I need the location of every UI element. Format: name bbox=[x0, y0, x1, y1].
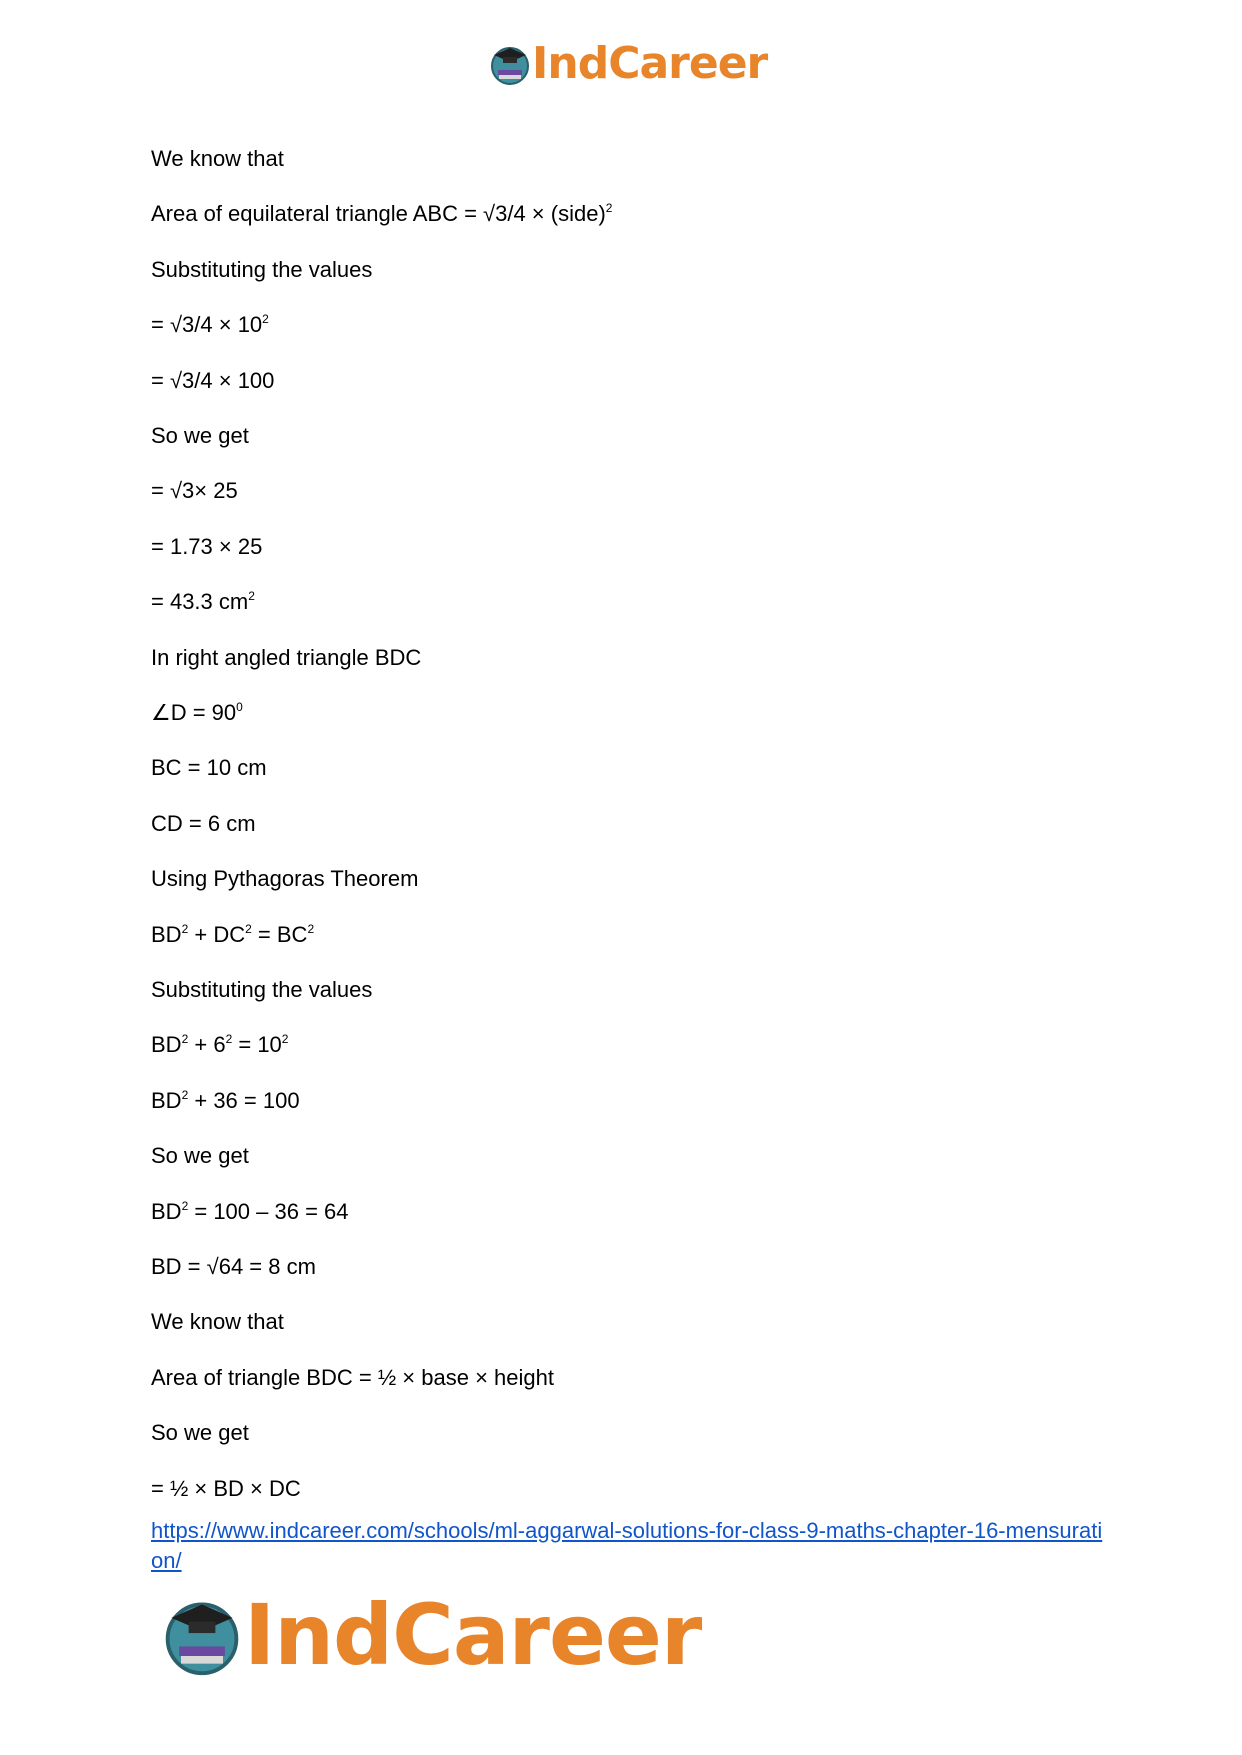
solution-line: In right angled triangle BDC bbox=[151, 644, 422, 670]
solution-line: = √3/4 × 100 bbox=[151, 367, 275, 393]
solution-line: Area of triangle BDC = ½ × base × height bbox=[151, 1364, 554, 1390]
solution-line: $BD^2 + DC^2 = BC^2$ bbox=[151, 921, 315, 947]
footer-logo bbox=[160, 1586, 701, 1684]
graduation-cap-books-globe-icon bbox=[160, 1593, 244, 1677]
brand-name: IndCareer bbox=[244, 1586, 702, 1684]
solution-line: = $√3/4 \times 10^2$ bbox=[151, 312, 269, 338]
solution-line: Substituting the values bbox=[151, 977, 373, 1002]
solution-line: Using Pythagoras Theorem bbox=[151, 866, 419, 892]
solution-line: So we get bbox=[151, 1420, 249, 1446]
header-logo bbox=[488, 38, 767, 89]
solution-line: = ½ × BD × DC bbox=[151, 1475, 301, 1501]
graduation-cap-books-globe-icon bbox=[488, 42, 532, 86]
solution-line: We know that bbox=[151, 1309, 284, 1335]
solution-line: ∠D = $90^0$ bbox=[151, 700, 243, 725]
solution-line: $BD^2 + 6^2 = 10^2$ bbox=[151, 1032, 289, 1058]
solution-line: = √3× 25 bbox=[151, 478, 238, 504]
solution-line: = 43.3 $cm^2$ bbox=[151, 589, 255, 615]
solution-line: $BD^2 + 36 = 100$ bbox=[151, 1087, 300, 1113]
solution-line: Substituting the values bbox=[151, 256, 373, 282]
solution-line: BC = 10 cm bbox=[151, 755, 267, 781]
solution-line: $BD^2 = 100 - 36 = 64$ bbox=[151, 1198, 349, 1224]
solution-line: CD = 6 cm bbox=[151, 810, 256, 836]
solution-line: We know that bbox=[151, 146, 284, 171]
brand-name: IndCareer bbox=[532, 38, 768, 89]
solution-line: BD = √64 = 8 cm bbox=[151, 1254, 316, 1279]
solution-line: Area of equilateral triangle ABC = √3/4 × (side)$^2$ bbox=[151, 201, 613, 227]
solution-line: So we get bbox=[151, 1143, 249, 1169]
solution-line: = 1.73 × 25 bbox=[151, 533, 263, 559]
source-link[interactable]: https://www.indcareer.com/schools/ml-aggarwal-solutions-for-class-9-maths-chapter-16-mensuration/ bbox=[151, 1518, 1103, 1573]
solution-line: So we get bbox=[151, 423, 249, 448]
